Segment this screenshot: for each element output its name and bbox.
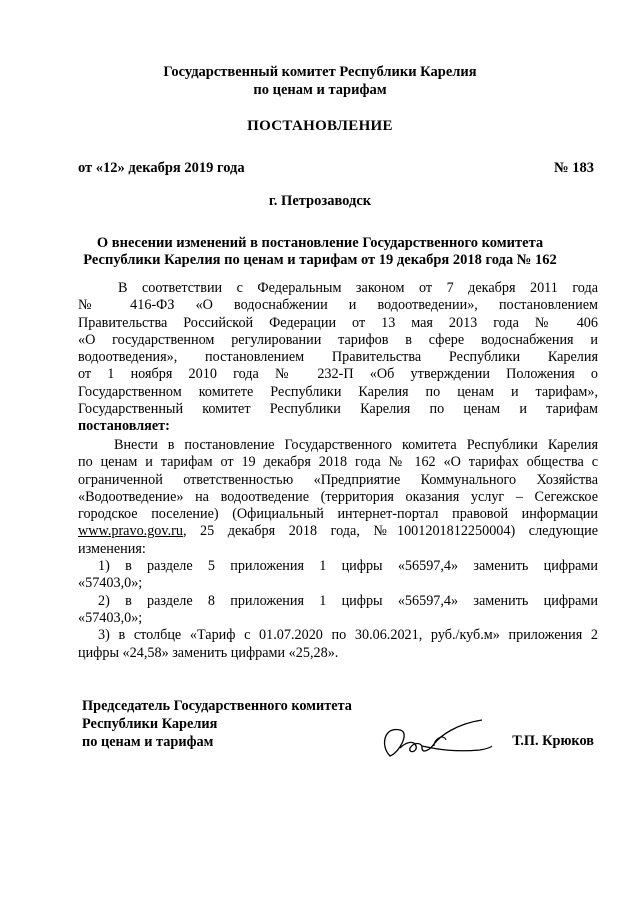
- pravo-link[interactable]: www.pravo.gov.ru: [78, 523, 183, 540]
- amendment-item-2-end: «57403,0»;: [78, 609, 143, 626]
- text-line: ограниченной ответственностью «Предприятие Коммунального Хозяйства: [78, 471, 598, 488]
- amendment-item-3-end: цифры «24,58» заменить цифрами «25,28».: [78, 644, 339, 661]
- text-line: [78, 523, 598, 540]
- text-line: по ценам и тарифам от 19 декабря 2018 года № 162 «О тарифах общества с: [78, 454, 598, 471]
- text-line: водоотведения», постановлением Правительства Республики Карелия: [78, 349, 598, 366]
- text-line: № 416-ФЗ «О водоснабжении и водоотведении», постановлением: [78, 297, 598, 314]
- amendment-item-3: 3) в столбце «Тариф с 01.07.2020 по 30.06.2021, руб./куб.м» приложения 2: [98, 627, 598, 644]
- date-number-row: [78, 160, 594, 177]
- signatory-title-line1: Председатель Государственного комитета: [82, 698, 352, 714]
- amendment-paragraph: [78, 437, 598, 662]
- signatory-title-line2: Республики Карелия: [82, 716, 218, 732]
- text-line: Правительства Российской Федерации от 13 мая 2013 года № 406: [78, 314, 598, 331]
- organization-name: Государственный комитет Республики Карелия: [163, 64, 477, 80]
- preamble-paragraph: [78, 280, 598, 436]
- amendment-item-1: 1) в разделе 5 приложения 1 цифры «56597,4» заменить цифрами: [98, 558, 598, 575]
- text-line: Внести в постановление Государственного комитета Республики Карелия: [114, 437, 598, 453]
- resolves-word: постановляет:: [78, 418, 170, 435]
- text-line: «О государственном регулировании тарифов в сфере водоснабжения и: [78, 331, 598, 348]
- text-line: городское поселение) (Официальный интернет-портал правовой информации: [78, 506, 598, 523]
- text-line: Государственный комитет Республики Карелия по ценам и тарифам: [78, 401, 598, 418]
- organization-name-continued: по ценам и тарифам: [253, 82, 387, 98]
- signatory-name: Т.П. Крюков: [512, 733, 594, 749]
- document-number: № 183: [554, 160, 594, 176]
- document-date: от «12» декабря 2019 года: [78, 160, 245, 176]
- signatory-title-line3: по ценам и тарифам: [82, 734, 214, 750]
- amendment-item-2: 2) в разделе 8 приложения 1 цифры «56597,4» заменить цифрами: [98, 592, 598, 609]
- text-line: от 1 ноября 2010 года № 232-П «Об утверждении Положения о: [78, 366, 598, 383]
- text-line: «Водоотведение» на водоотведение (территория оказания услуг – Сегежское: [78, 488, 598, 505]
- text-line: изменения:: [78, 540, 146, 557]
- text-line: Государственном комитете Республики Карелия по ценам и тарифам»,: [78, 383, 598, 400]
- document-type: ПОСТАНОВЛЕНИЕ: [247, 118, 393, 134]
- publication-details: , 25 декабря 2018 года, №1001201812250004) следующие: [182, 523, 598, 540]
- amendment-item-1-end: «57403,0»;: [78, 575, 143, 592]
- city: г. Петрозаводск: [268, 193, 372, 209]
- subject-title-line1: О внесении изменений в постановление Государственного комитета: [96, 235, 544, 251]
- text-line: В соответствии с Федеральным законом от 7 декабря 2011 года: [118, 280, 598, 296]
- subject-title-line2: Республики Карелия по ценам и тарифам от 19 декабря 2018 года № 162: [83, 252, 557, 268]
- handwritten-signature: [370, 716, 500, 764]
